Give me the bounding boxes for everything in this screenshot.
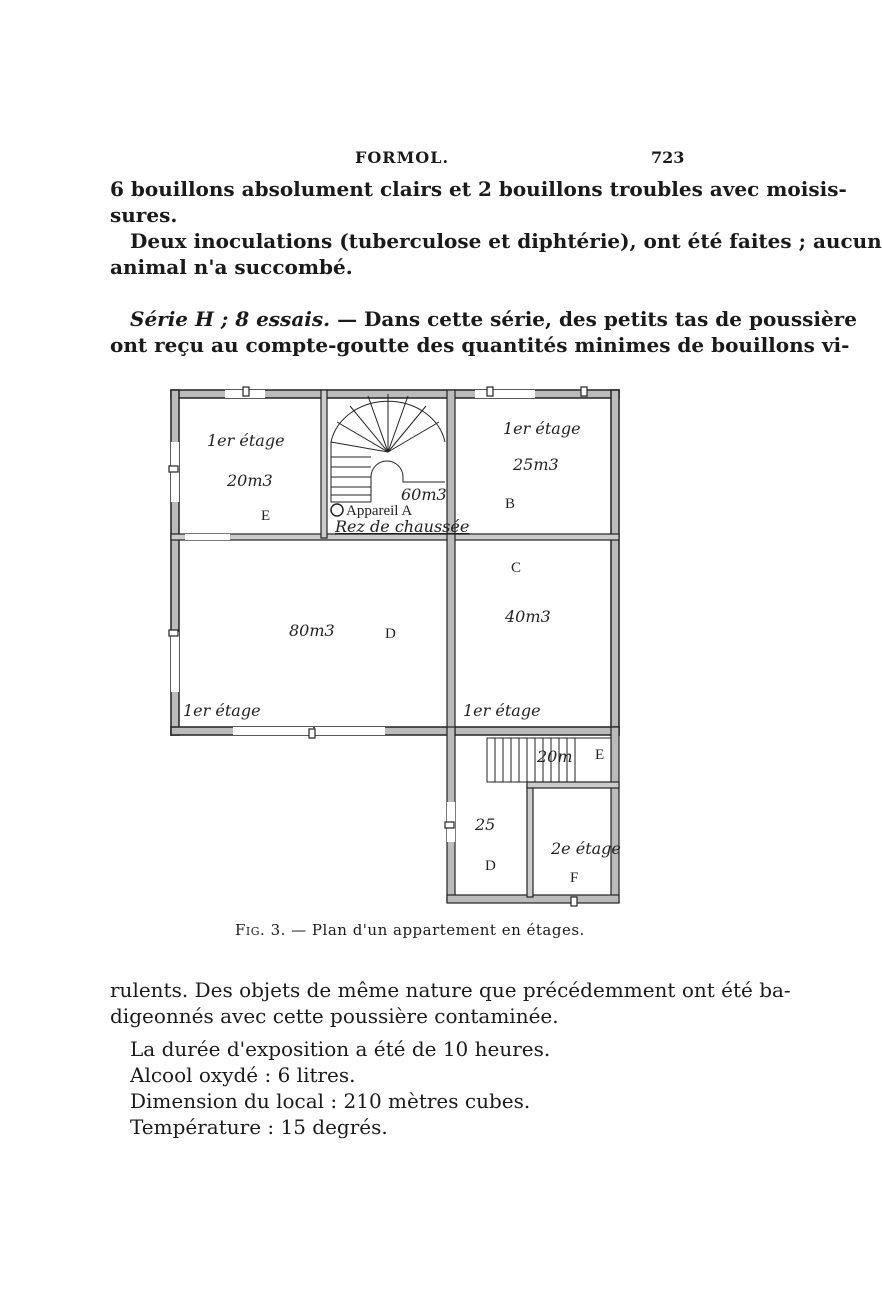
room-letter: D	[485, 858, 496, 874]
text-line: ont reçu au compte-goutte des quantités minimes de bouillons vi-	[110, 333, 850, 357]
paragraph-1	[110, 176, 847, 228]
room-volume: 25	[475, 815, 496, 834]
wall	[611, 390, 619, 735]
page-number: 723	[651, 148, 685, 167]
room-letter: B	[505, 496, 516, 512]
text-line: sures.	[110, 203, 178, 227]
text-line: animal n'a succombé.	[110, 255, 353, 279]
room-letter: F	[570, 870, 579, 886]
text-line: rulents. Des objets de même nature que précédemment ont été ba-	[110, 978, 791, 1002]
paragraph-3	[110, 306, 857, 358]
room-volume: 40m3	[505, 607, 551, 626]
room-volume: 60m3	[401, 485, 447, 504]
text-line: Alcool oxydé : 6 litres.	[130, 1063, 356, 1087]
floor-plan	[165, 382, 627, 910]
text-run: — Dans cette série, des petits tas de poussière	[330, 307, 857, 331]
running-head: FORMOL.	[355, 148, 450, 167]
room-label: 1er étage	[183, 701, 261, 720]
figure-caption	[235, 921, 585, 939]
room-label: 1er étage	[463, 701, 541, 720]
room-letter: D	[385, 626, 396, 642]
room-volume: 25m3	[513, 455, 559, 474]
wall	[321, 390, 327, 538]
text-line: Température : 15 degrés.	[130, 1115, 388, 1139]
wall	[527, 782, 619, 788]
room-volume: 20m	[537, 747, 573, 766]
room-letter: E	[595, 747, 605, 763]
text-line: Deux inoculations (tuberculose et diphtérie), ont été faites ; aucun	[130, 229, 882, 253]
device-marker	[331, 504, 343, 516]
room-label: 1er étage	[503, 419, 581, 438]
wall	[453, 727, 619, 735]
text-line	[110, 306, 857, 332]
text-line: 6 bouillons absolument clairs et 2 bouillons troubles avec moisis-	[110, 177, 847, 201]
level-label: Rez de chaussée	[335, 517, 470, 536]
paragraph-2	[110, 228, 882, 280]
room-letter: E	[261, 508, 271, 524]
series-heading: Série H ; 8 essais.	[130, 307, 331, 331]
room-volume: 20m3	[227, 471, 273, 490]
room-volume: 80m3	[289, 621, 335, 640]
wall	[611, 727, 619, 902]
caption-text: — Plan d'un appartement en étages.	[285, 921, 585, 939]
caption-label: Fig. 3.	[235, 921, 286, 939]
text-line: Dimension du local : 210 mètres cubes.	[130, 1089, 531, 1113]
text-line: digeonnés avec cette poussière contaminée.	[110, 1004, 559, 1028]
wall	[527, 785, 533, 897]
paragraph-5	[110, 1036, 680, 1140]
room-letter: C	[511, 560, 522, 576]
device-label: Appareil A	[346, 503, 413, 519]
room-label: 1er étage	[207, 431, 285, 450]
room-label: 2e étage	[551, 839, 621, 858]
paragraph-4	[110, 977, 791, 1029]
text-line: La durée d'exposition a été de 10 heures.	[130, 1037, 551, 1061]
wall	[447, 390, 455, 735]
